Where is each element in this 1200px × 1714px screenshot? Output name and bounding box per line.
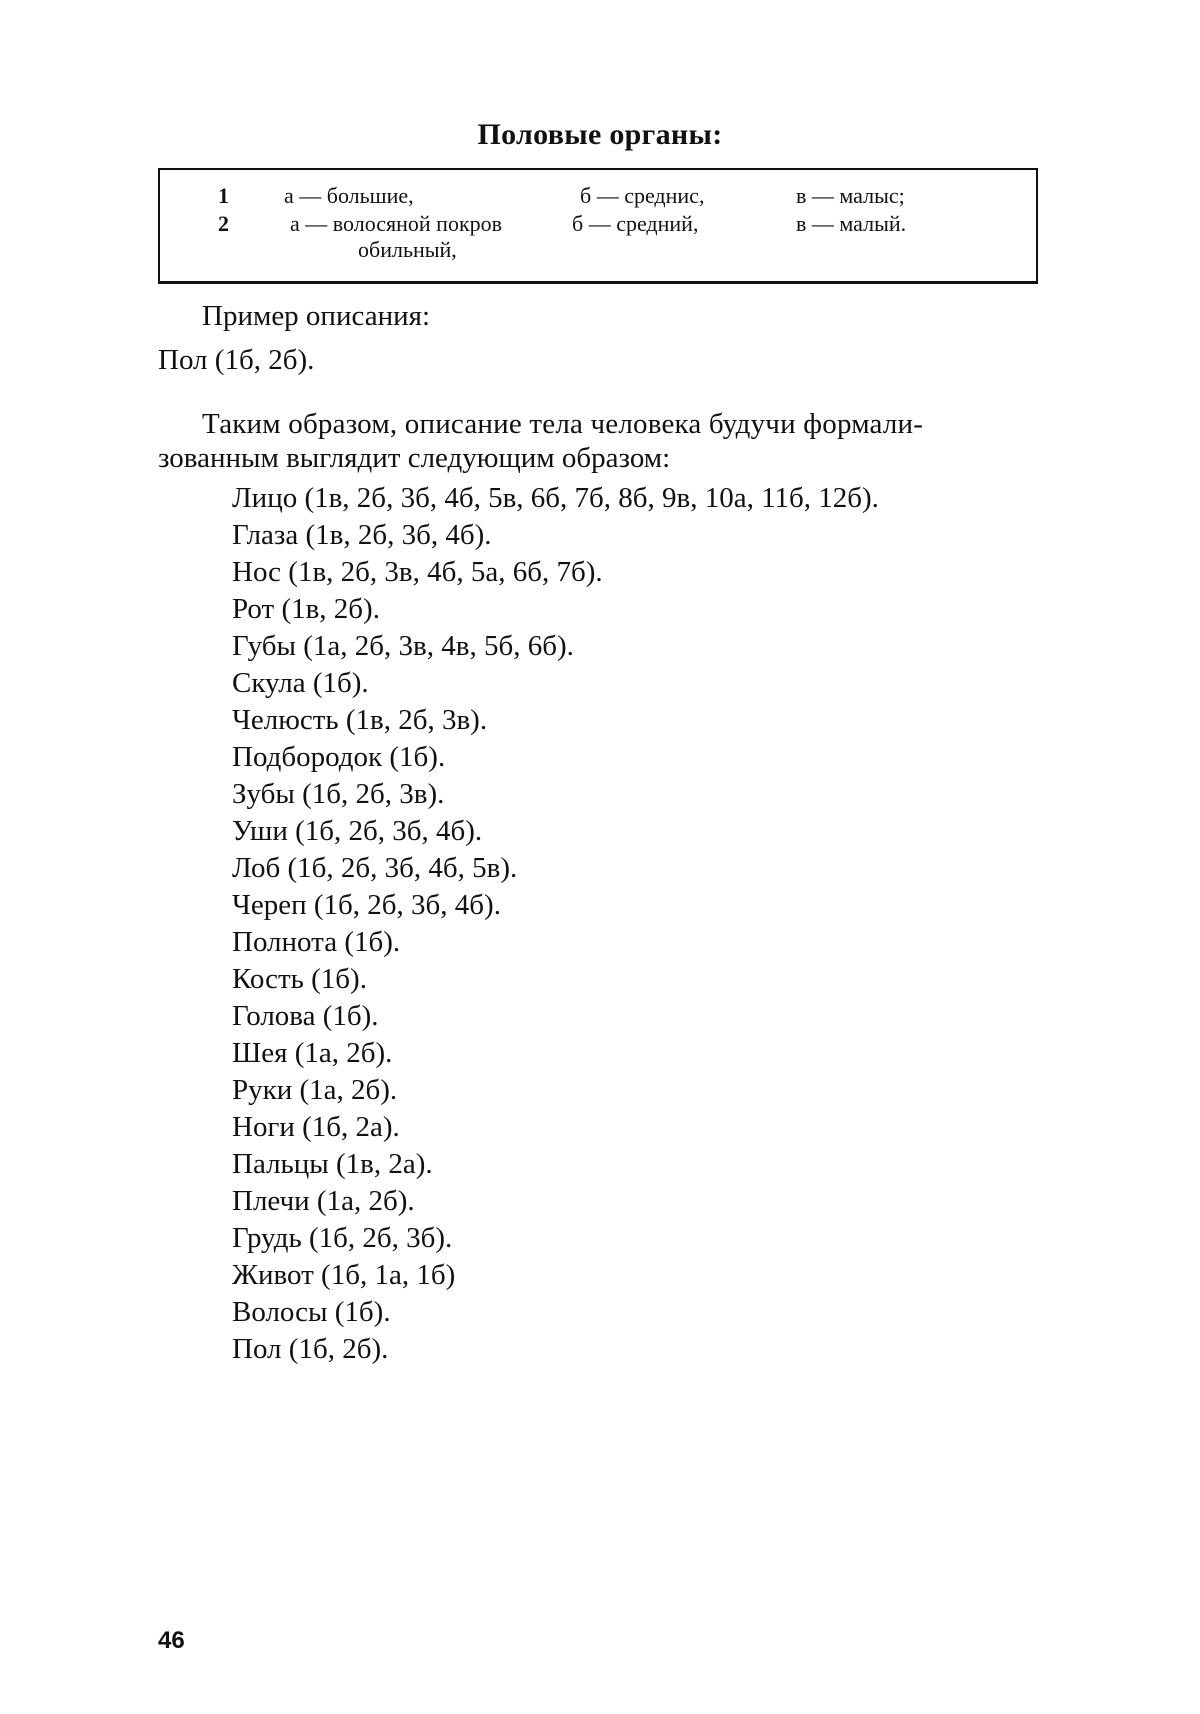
list-item: Уши (1б, 2б, 3б, 4б). xyxy=(232,815,483,847)
list-item: Рот (1в, 2б). xyxy=(232,593,380,625)
list-item: Лицо (1в, 2б, 3б, 4б, 5в, 6б, 7б, 8б, 9в, 10а, 11б, 12б). xyxy=(232,482,879,514)
list-item: Лоб (1б, 2б, 3б, 4б, 5в). xyxy=(232,852,518,884)
list-item: Ноги (1б, 2а). xyxy=(232,1111,400,1143)
list-item: Живот (1б, 1а, 1б) xyxy=(232,1259,456,1291)
list-item: Нос (1в, 2б, 3в, 4б, 5а, 6б, 7б). xyxy=(232,556,603,588)
section-title: Половые органы: xyxy=(477,118,723,151)
example-label: Пример описания: xyxy=(202,300,431,332)
table-row-2-option-b: б — средний, xyxy=(572,211,699,236)
list-item: Кость (1б). xyxy=(232,963,367,995)
list-item: Плечи (1а, 2б). xyxy=(232,1185,415,1217)
list-item: Шея (1а, 2б). xyxy=(232,1037,393,1069)
table-row-2-number: 2 xyxy=(218,211,229,236)
list-item: Грудь (1б, 2б, 3б). xyxy=(232,1222,453,1254)
list-item: Голова (1б). xyxy=(232,1000,379,1032)
list-item: Пол (1б, 2б). xyxy=(232,1333,389,1365)
list-item: Скула (1б). xyxy=(232,667,369,699)
list-item: Глаза (1в, 2б, 3б, 4б). xyxy=(232,519,492,551)
table-row-1-option-b: б — среднис, xyxy=(580,183,705,208)
table-row-2-option-c: в — малый. xyxy=(796,211,907,236)
summary-paragraph-line-2: зованным выглядит следующим образом: xyxy=(158,442,671,474)
genitals-classification-table xyxy=(158,168,1038,284)
list-item: Челюсть (1в, 2б, 3в). xyxy=(232,704,488,736)
table-row-2-option-a-continuation: обильный, xyxy=(358,237,457,262)
list-item: Волосы (1б). xyxy=(232,1296,391,1328)
list-item: Пальцы (1в, 2а). xyxy=(232,1148,433,1180)
summary-paragraph-line-1: Таким образом, описание тела человека будучи формали- xyxy=(202,408,924,440)
list-item: Губы (1а, 2б, 3в, 4в, 5б, 6б). xyxy=(232,630,574,662)
list-item: Подбородок (1б). xyxy=(232,741,446,773)
page-number: 46 xyxy=(158,1627,185,1654)
table-row-1-number: 1 xyxy=(218,183,229,208)
list-item: Зубы (1б, 2б, 3в). xyxy=(232,778,445,810)
list-item: Череп (1б, 2б, 3б, 4б). xyxy=(232,889,501,921)
list-item: Руки (1а, 2б). xyxy=(232,1074,398,1106)
list-item: Полнота (1б). xyxy=(232,926,401,958)
example-value: Пол (1б, 2б). xyxy=(158,344,315,376)
table-row-1-option-a: а — большие, xyxy=(284,183,414,208)
table-row-2-option-a: а — волосяной покров xyxy=(290,211,503,236)
formalized-description-list xyxy=(232,480,879,1368)
table-row-1-option-c: в — малыс; xyxy=(796,183,905,208)
